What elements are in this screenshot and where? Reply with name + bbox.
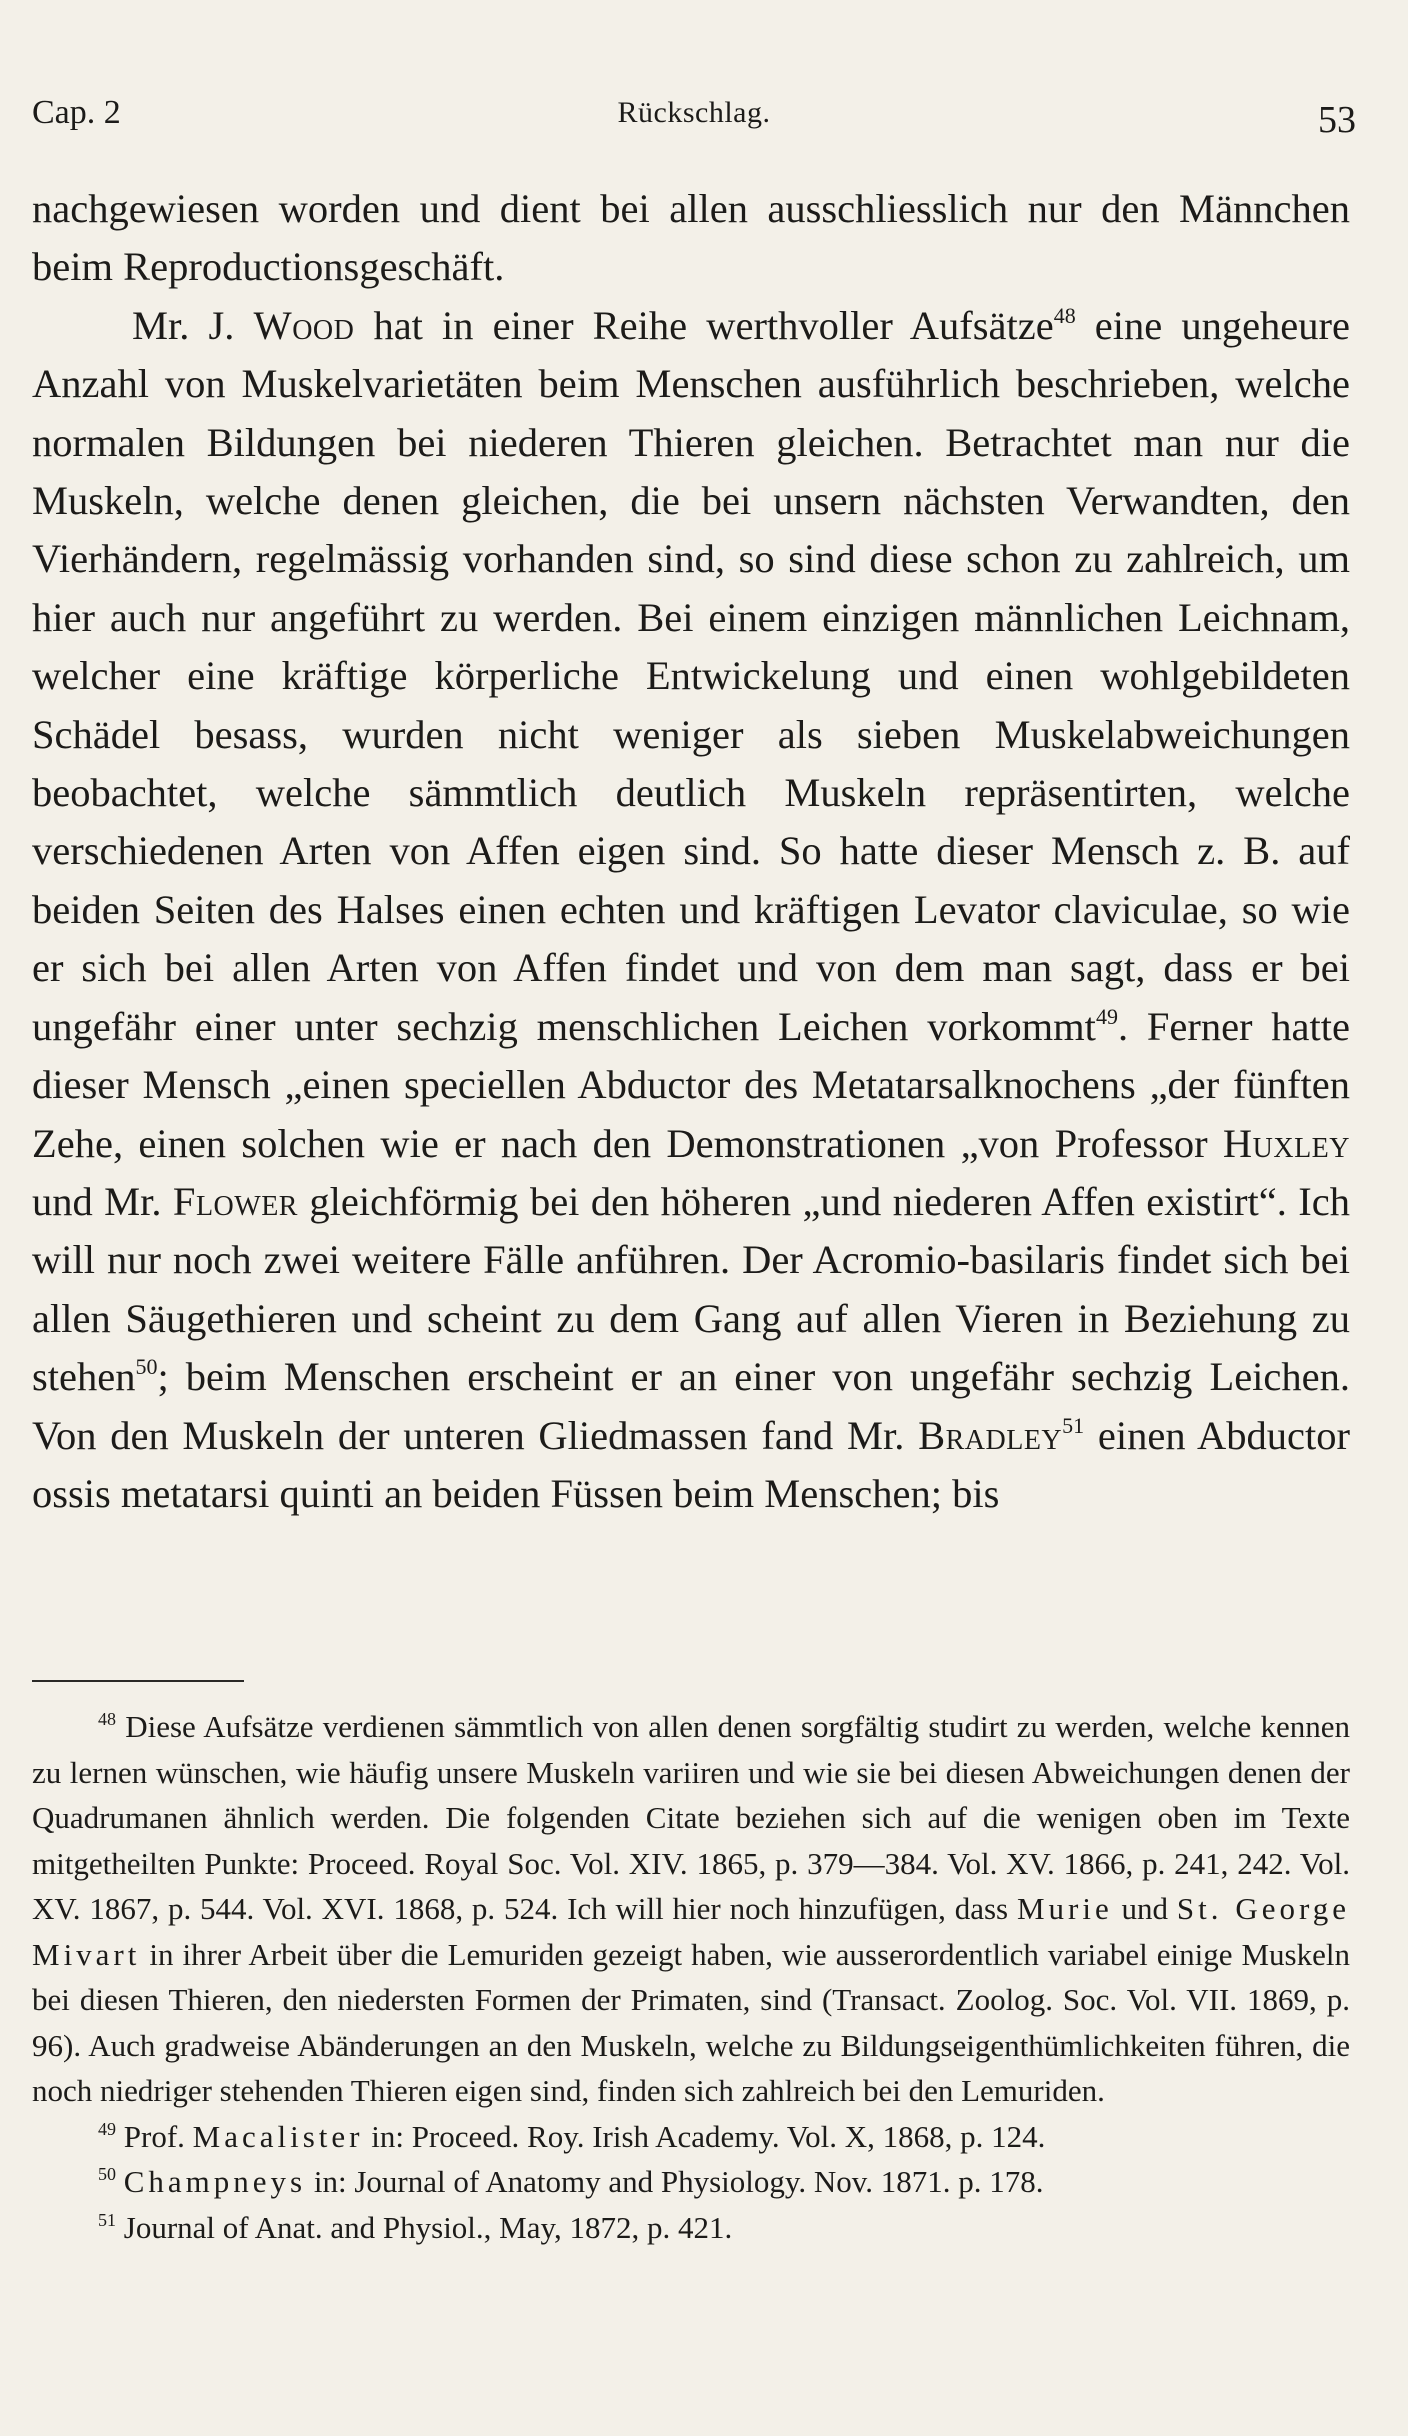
- paragraph-2: Mr. J. Wood hat in einer Reihe werthvoller Aufsätze$^{48}$ eine ungeheure Anzahl von Muskelvarietäten beim Menschen ausführlich beschrieben, welche normalen Bildungen bei niederen Thieren gleichen. Betrachtet man nur die Muskeln, welche denen gleichen, die bei unsern nächsten Verwandten, den Vierhändern, regelmässig vorhanden sind, so sind diese schon zu zahlreich, um hier auch nur angeführt zu werden. Bei einem einzigen männlichen Leichnam, welcher eine kräftige körperliche Entwickelung und einen wohlgebildeten Schädel besass, wurden nicht weniger als sieben Muskelabweichungen beobachtet, welche sämmtlich deutlich Muskeln repräsentirten, welche verschiedenen Arten von Affen eigen sind. So hatte dieser Mensch z. B. auf beiden Seiten des Halses einen echten und kräftigen Levator claviculae, so wie er sich bei allen Arten von Affen findet und von dem man sagt, dass er bei ungefähr einer unter sechzig menschlichen Leichen vorkommt$^{49}$. Ferner hatte dieser Mensch „einen speciellen Abductor des Metatarsalknochens „der fünften Zehe, einen solchen wie er nach den Demonstrationen „von Professor Huxley und Mr. Flower gleichförmig bei den höheren „und niederen Affen existirt“. Ich will nur noch zwei weitere Fälle anführen. Der Acromio-basilaris findet sich bei allen Säugethieren und scheint zu dem Gang auf allen Vieren in Beziehung zu stehen$^{50}$; beim Menschen erscheint er an einer von ungefähr sechzig Leichen. Von den Muskeln der unteren Gliedmassen fand Mr. Bradley$^{51}$ einen Abductor ossis metatarsi quinti an beiden Füssen beim Menschen; bis: [32, 302, 1350, 1516]
- footnote-ref-49[interactable]: 49: [1095, 1003, 1118, 1029]
- footnote-mark-49: 49: [98, 2118, 116, 2139]
- footnote-mark-51: 51: [98, 2209, 116, 2230]
- page-number: 53: [1318, 99, 1356, 141]
- running-header: [32, 88, 1356, 148]
- chapter-label: Cap. 2: [32, 94, 121, 131]
- author-champneys: Champneys: [123, 2164, 307, 2199]
- footnote-ref-50[interactable]: 50: [135, 1354, 158, 1380]
- footnote-mark-48: 48: [98, 1709, 116, 1729]
- footnote-divider: [32, 1680, 244, 1682]
- running-title: Rückschlag.: [617, 96, 771, 129]
- main-text: [32, 180, 1350, 1523]
- author-macalister: Macalister: [192, 2118, 364, 2154]
- footnote-mark-50: 50: [98, 2164, 116, 2184]
- footnote-ref-48[interactable]: 48: [1053, 302, 1076, 328]
- footnote-48: $^{48}$ Diese Aufsätze verdienen sämmtlich von allen denen sorgfältig studirt zu werden, welche kennen zu lernen wünschen, wie häufig unsere Muskeln variiren und wie sie bei diesen Abweichungen denen der Quadrumanen ähnlich werden. Die folgenden Citate beziehen sich auf die wenigen oben im Texte mitgetheilten Punkte: Proceed. Royal Soc. Vol. XIV. 1865, p. 379—384. Vol. XV. 1866, p. 241, 242. Vol. XV. 1867, p. 544. Vol. XVI. 1868, p. 524. Ich will hier noch hinzufügen, dass Murie und St. George Mivart in ihrer Arbeit über die Lemuriden gezeigt haben, wie ausserordentlich variabel einige Muskeln bei diesen Thieren, den niedersten Formen der Primaten, sind (Transact. Zoolog. Soc. Vol. VII. 1869, p. 96). Auch gradweise Abänderungen an den Muskeln, welche zu Bildungseigenthümlichkeiten führen, die noch niedriger stehenden Thieren eigen sind, finden sich zahlreich bei den Lemuriden.: [32, 1709, 1350, 2108]
- author-huxley: Huxley: [1222, 1120, 1350, 1166]
- footnote-50: $^{50}$ Champneys in: Journal of Anatomy and Physiology. Nov. 1871. p. 178.: [98, 2164, 1044, 2199]
- footnote-ref-51[interactable]: 51: [1062, 1412, 1085, 1438]
- author-murie: Murie: [1016, 1891, 1113, 1926]
- footnote-51: $^{51}$ Journal of Anat. and Physiol., May, 1872, p. 421.: [98, 2209, 733, 2245]
- footnote-49: $^{49}$ Prof. Macalister in: Proceed. Roy. Irish Academy. Vol. X, 1868, p. 124.: [98, 2118, 1046, 2154]
- author-wood: Wood: [253, 302, 355, 348]
- footnotes: [32, 1704, 1350, 2250]
- author-mivart: St. George Mivart: [32, 1891, 1350, 1972]
- author-flower: Flower: [172, 1178, 298, 1224]
- paragraph-1: nachgewiesen worden und dient bei allen ausschliesslich nur den Männchen beim Reproductionsgeschäft.: [32, 186, 1350, 290]
- author-bradley: Bradley: [918, 1412, 1063, 1458]
